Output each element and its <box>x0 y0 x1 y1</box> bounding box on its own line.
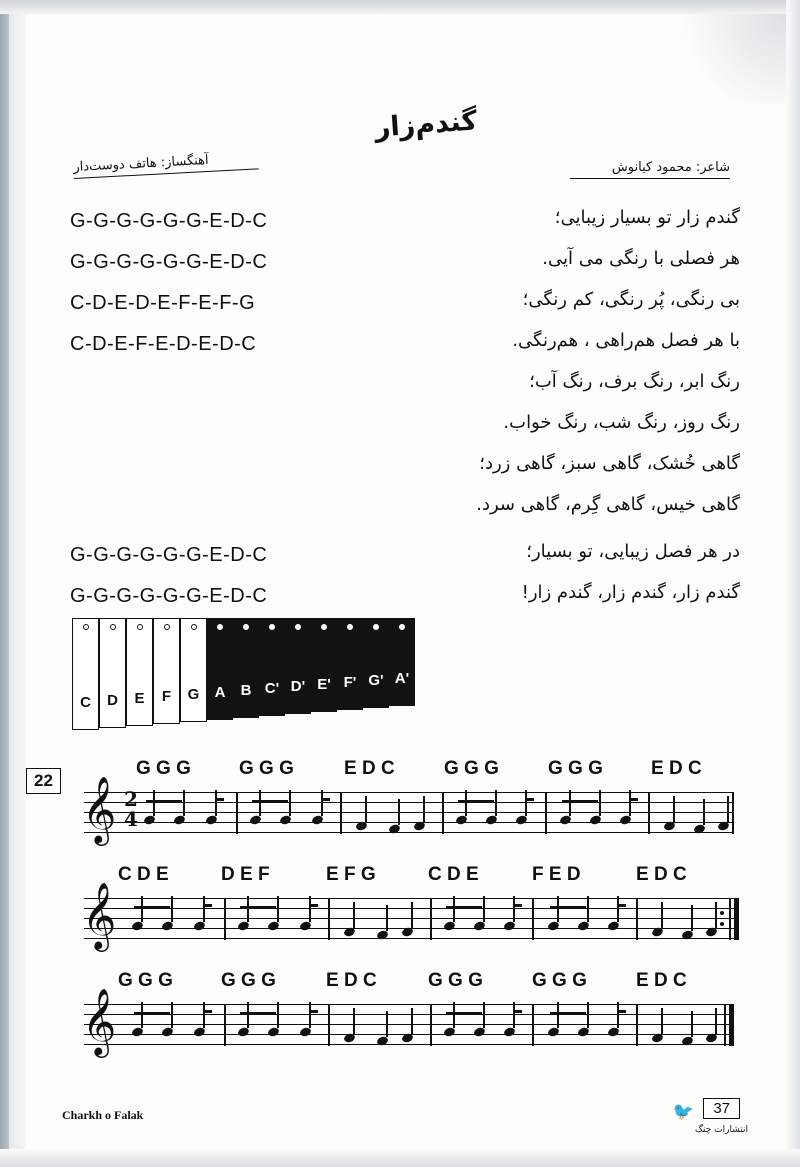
treble-clef-icon: 𝄞 <box>82 881 117 949</box>
xylo-key-e[interactable] <box>126 618 153 726</box>
xylo-key-label: D' <box>290 678 306 695</box>
note-group-label: G G G <box>532 970 587 991</box>
note-group-label: E D C <box>344 758 395 779</box>
lyric-line-8: گاهی خیس، گاهی گِرم، گاهی سرد. <box>476 494 740 515</box>
key-hole-icon <box>373 624 379 630</box>
note-group-label: D E F <box>221 864 270 885</box>
note-group-label: E D C <box>636 970 687 991</box>
xylo-key-a[interactable] <box>207 618 233 720</box>
page-number: 37 <box>703 1098 740 1119</box>
lyric-line-7: گاهی خُشک، گاهی سبز، گاهی زرد؛ <box>479 453 740 474</box>
key-hole-icon <box>295 624 301 630</box>
key-hole-icon <box>137 624 143 630</box>
page-title: گندم‌زار <box>373 105 479 144</box>
key-hole-icon <box>217 624 223 630</box>
xylo-key-label: F <box>161 688 172 705</box>
note-group-label: F E D <box>532 864 581 885</box>
credit-poet: شاعر: محمود کیانوش <box>570 160 730 179</box>
xylo-key-label: A <box>214 684 226 701</box>
scan-edge-right <box>786 0 800 1167</box>
scan-edge-bottom <box>0 1149 800 1167</box>
xylo-key-g[interactable] <box>180 618 207 722</box>
note-group-label: G G G <box>239 758 294 779</box>
staff <box>82 987 734 1055</box>
xylo-key-f-high[interactable] <box>337 618 363 710</box>
note-group-label: G G G <box>136 758 191 779</box>
note-group-label: G G G <box>118 970 173 991</box>
xylo-key-label: C <box>80 694 91 711</box>
xylo-key-label: E' <box>317 676 331 693</box>
key-hole-icon <box>269 624 275 630</box>
lyric-line-6: رنگ روز، رنگ شب، رنگ خواب. <box>503 412 740 433</box>
measure-number: 22 <box>26 768 61 794</box>
key-hole-icon <box>321 624 327 630</box>
xylo-key-d-high[interactable] <box>285 618 311 714</box>
repeat-dots-icon <box>720 898 726 940</box>
note-group-label: G G G <box>428 970 483 991</box>
key-hole-icon <box>110 624 116 630</box>
staff <box>82 775 734 843</box>
lyric-line-3: بی رنگی، پُر رنگی، کم رنگی؛ <box>522 289 740 310</box>
xylo-key-g-high[interactable] <box>363 618 389 708</box>
scan-edge-top <box>0 0 800 14</box>
xylo-key-label: A' <box>394 670 410 687</box>
lyric-line-10: گندم زار، گندم زار، گندم زار! <box>521 582 740 603</box>
note-group-label: G G G <box>548 758 603 779</box>
xylophone-diagram <box>72 618 410 734</box>
note-group-label: C D E <box>428 864 479 885</box>
xylo-key-e-high[interactable] <box>311 618 337 712</box>
xylo-key-label: E <box>134 690 145 707</box>
xylo-key-a-high[interactable] <box>389 618 415 706</box>
lyric-line-1: گندم زار تو بسیار زیبایی؛ <box>554 207 740 228</box>
note-group-label: E F G <box>326 864 376 885</box>
xylo-key-c-high[interactable] <box>259 618 285 716</box>
xylo-key-label: D <box>107 692 118 709</box>
note-group-label: G G G <box>221 970 276 991</box>
time-signature-top: 2 <box>124 787 138 811</box>
lyric-line-5: رنگ ابر، رنگ برف، رنگ آب؛ <box>529 371 740 392</box>
note-line-5: G-G-G-G-G-G-E-D-C <box>70 544 268 566</box>
note-line-4: C-D-E-F-E-D-E-D-C <box>70 333 257 355</box>
lyric-line-4: با هر فصل هم‌راهی ، هم‌رنگی. <box>512 330 740 351</box>
note-line-3: C-D-E-D-E-F-E-F-G <box>70 292 256 314</box>
credit-composer: آهنگساز: هاتف دوست‌دار <box>73 150 259 179</box>
treble-clef-icon: 𝄞 <box>82 775 117 843</box>
note-group-label: E D C <box>636 864 687 885</box>
publisher-name: انتشارات چنگ <box>694 1125 748 1135</box>
bird-logo-icon: 🐦 <box>672 1102 694 1122</box>
note-group-label: E D C <box>651 758 702 779</box>
note-group-label: E D C <box>326 970 377 991</box>
footer-left-text: Charkh o Falak <box>62 1108 144 1122</box>
scan-edge-left-dark <box>0 0 9 1167</box>
note-line-6: G-G-G-G-G-G-E-D-C <box>70 585 268 607</box>
note-group-label: C D E <box>118 864 169 885</box>
time-signature <box>124 789 138 829</box>
key-hole-icon <box>399 624 405 630</box>
xylo-key-label: G' <box>368 672 384 689</box>
key-hole-icon <box>347 624 353 630</box>
xylo-key-label: F' <box>343 674 357 691</box>
treble-clef-icon: 𝄞 <box>82 987 117 1055</box>
key-hole-icon <box>191 624 197 630</box>
lyric-line-2: هر فصلی با رنگی می آیی. <box>542 248 740 269</box>
page-content <box>26 14 786 1149</box>
lyric-line-9: در هر فصل زیبایی، تو بسیار؛ <box>526 541 740 562</box>
note-group-label: G G G <box>444 758 499 779</box>
note-line-1: G-G-G-G-G-G-E-D-C <box>70 210 268 232</box>
xylo-key-label: B <box>240 682 252 699</box>
xylo-key-label: C' <box>264 680 280 697</box>
note-line-2: G-G-G-G-G-G-E-D-C <box>70 251 268 273</box>
xylo-key-d[interactable] <box>99 618 126 728</box>
xylo-key-label: G <box>187 686 200 703</box>
staff <box>82 881 734 949</box>
xylo-key-f[interactable] <box>153 618 180 724</box>
time-signature-bottom: 4 <box>124 807 138 831</box>
xylo-key-c[interactable] <box>72 618 99 730</box>
key-hole-icon <box>83 624 89 630</box>
xylo-key-b[interactable] <box>233 618 259 718</box>
key-hole-icon <box>164 624 170 630</box>
key-hole-icon <box>243 624 249 630</box>
